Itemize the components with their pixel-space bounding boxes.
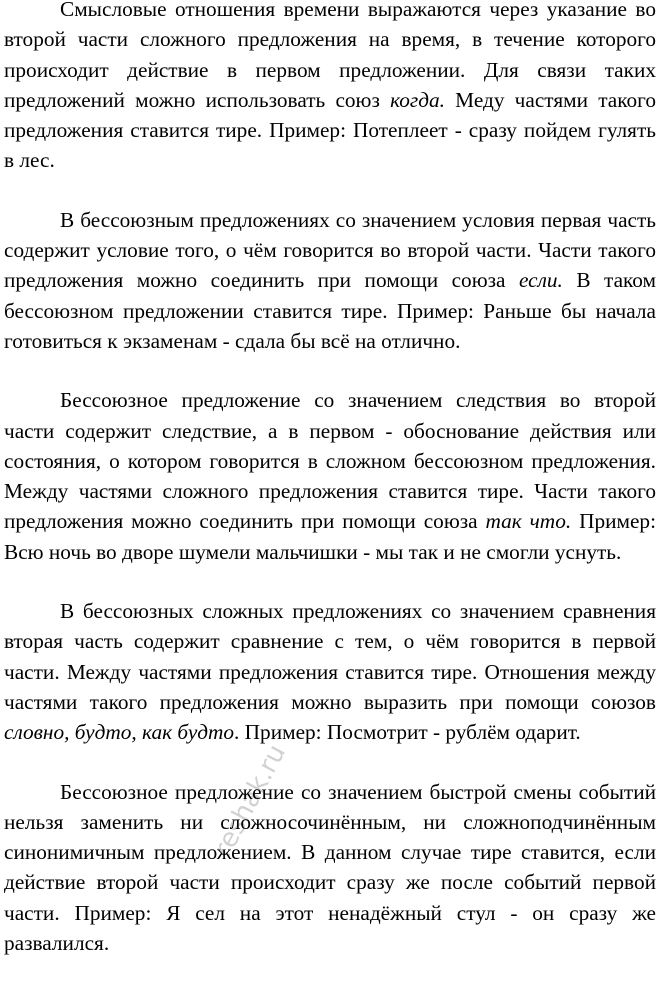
paragraph-consequence: [4, 385, 656, 567]
paragraph-time: [4, 0, 656, 176]
paragraph-comparison: [4, 596, 656, 747]
conjunction-italic: словно, будто, как будто: [4, 720, 235, 745]
text-run: Бессоюзное предложение со значением следствия во второй части содержит следствие, а в первом - обоснование действия или состояния, о котором говорится в сложном бессоюзном предложения. Между частями сложного предложения ставится тире. Части такого предложения можно соединить при помощи союза: [4, 388, 656, 534]
text-run: Пример: Всю ночь во дворе шумели мальчишки - мы так и не смогли уснуть.: [4, 509, 656, 564]
paragraph-quick-change: [4, 777, 656, 959]
paragraph-condition: [4, 205, 656, 356]
text-run: В таком бессоюзном предложении ставится тире. Пример: Раньше бы начала готовиться к экзаменам - сдала бы всё на отлично.: [4, 268, 657, 353]
conjunction-italic: так что.: [485, 509, 572, 534]
text-run: В бессоюзным предложениях со значением условия первая часть содержит условие того, о чём говорится во второй части. Части такого предложения можно соединить при помощи союза: [4, 207, 656, 293]
text-run: Меду частями такого предложения ставится тире. Пример: Потеплеет - сразу пойдем гулять в лес.: [4, 87, 656, 173]
conjunction-italic: когда.: [390, 87, 445, 112]
document-body: [4, 0, 656, 987]
text-run: . Пример: Посмотрит - рублём одарит.: [234, 720, 581, 745]
text-run: Смысловые отношения времени выражаются через указание во второй части сложного предложения на время, в течение которого происходит действие в первом предложении. Для связи таких предложений можно использовать союз: [4, 0, 656, 112]
text-run: Бессоюзное предложение со значением быстрой смены событий нельзя заменить ни сложносочинённым, ни сложноподчинённым синонимичным предложением. В данном случае тире ставится, если действие второй части происходит сразу же после событий первой части. Пример: Я сел на этот ненадёжный стул - он сразу же развалился.: [4, 779, 656, 956]
watermark: reshak.ru: [208, 739, 293, 863]
conjunction-italic: если.: [518, 268, 563, 293]
text-run: В бессоюзных сложных предложениях со значением сравнения вторая часть содержит сравнение с тем, о чём говорится в первой части. Между частями предложения ставится тире. Отношения между частями такого предложения можно выразить при помощи союзов: [4, 599, 656, 714]
